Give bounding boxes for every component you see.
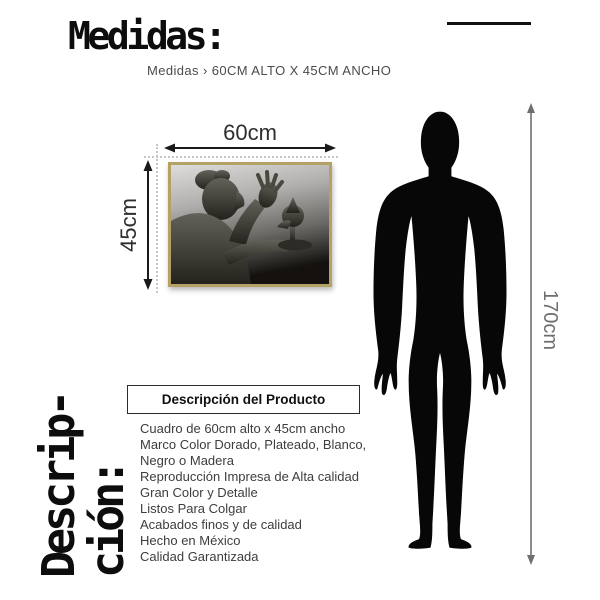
height-arrow (142, 160, 154, 290)
list-item: Listos Para Colgar (140, 501, 247, 516)
list-item: Reproducción Impresa de Alta calidad (140, 469, 359, 484)
description-box-title-text: Descripción del Producto (161, 392, 326, 407)
list-item: Acabados finos y de calidad (140, 517, 302, 532)
description-box-title (127, 385, 360, 414)
list-item: Gran Color y Detalle (140, 485, 258, 500)
buddha-print-image (171, 165, 329, 284)
size-breadcrumb: Medidas › 60CM ALTO X 45CM ANCHO (147, 63, 392, 78)
dotted-extension-line-horizontal (144, 156, 338, 158)
description-vertical-line1: Descrip- (32, 393, 85, 578)
person-height-arrow (525, 103, 537, 565)
artwork-width-label: 60cm (223, 120, 277, 145)
person-height-label: 170cm (539, 289, 561, 351)
list-item: Cuadro de 60cm alto x 45cm ancho (140, 421, 346, 436)
header-divider-line (447, 22, 531, 25)
description-vertical-line2: ción: (81, 462, 134, 578)
dotted-extension-line-vertical (156, 144, 158, 293)
description-list (140, 421, 372, 565)
page-title: Medidas: (68, 14, 224, 58)
description-vertical-title (34, 338, 134, 578)
artwork-height-label: 45cm (116, 198, 141, 252)
human-silhouette (364, 96, 516, 568)
list-item: Hecho en México (140, 533, 241, 548)
list-item: Calidad Garantizada (140, 549, 259, 564)
framed-artwork (168, 162, 332, 287)
list-item: Marco Color Dorado, Plateado, Blanco, Negro o Madera (140, 437, 367, 468)
